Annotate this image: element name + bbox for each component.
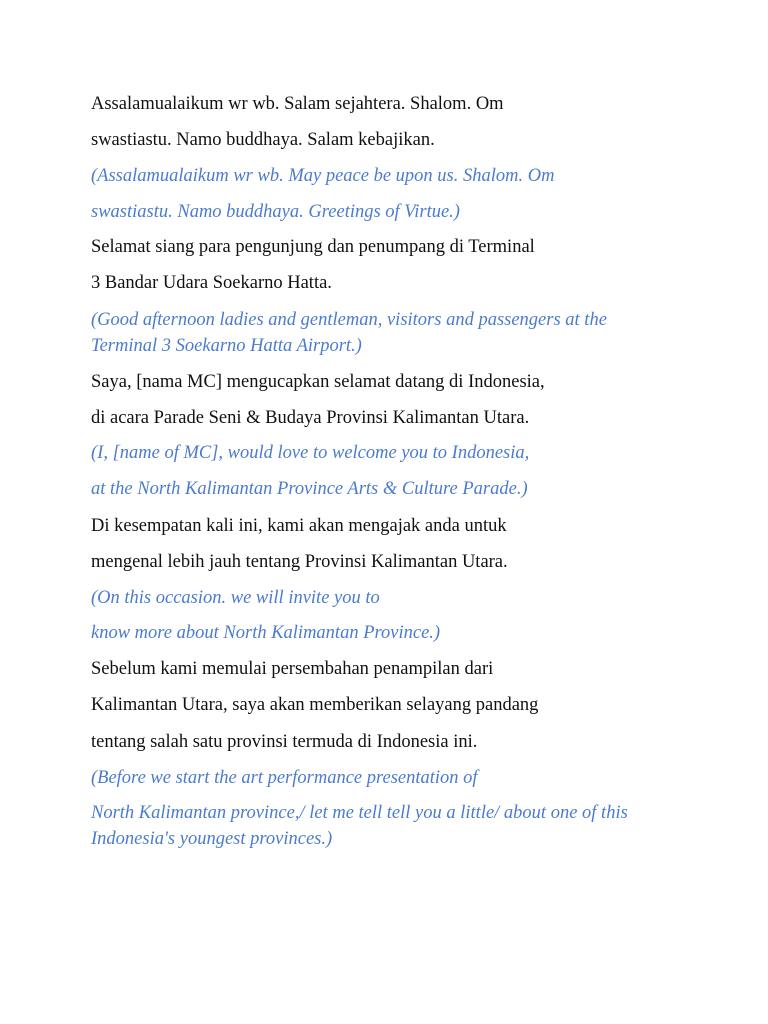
text-line-indonesian: Sebelum kami memulai persembahan penampilan dari <box>91 659 494 679</box>
text-line-english-translation: swastiastu. Namo buddhaya. Greetings of Virtue.) <box>91 202 460 222</box>
text-line-indonesian: tentang salah satu provinsi termuda di Indonesia ini. <box>91 732 478 752</box>
text-line-english-translation: (I, [name of MC], would love to welcome you to Indonesia, <box>91 443 530 463</box>
text-line-indonesian: Assalamualaikum wr wb. Salam sejahtera. Shalom. Om <box>91 94 504 114</box>
text-line-english-translation: North Kalimantan province,/ let me tell tell you a little/ about one of this <box>91 803 628 823</box>
text-line-english-translation: at the North Kalimantan Province Arts & Culture Parade.) <box>91 479 528 499</box>
text-line-indonesian: swastiastu. Namo buddhaya. Salam kebajikan. <box>91 130 435 150</box>
text-line-english-translation: (Assalamualaikum wr wb. May peace be upon us. Shalom. Om <box>91 166 555 186</box>
text-line-indonesian: di acara Parade Seni & Budaya Provinsi Kalimantan Utara. <box>91 408 530 428</box>
text-line-indonesian: Selamat siang para pengunjung dan penumpang di Terminal <box>91 237 535 257</box>
text-line-indonesian: Saya, [nama MC] mengucapkan selamat datang di Indonesia, <box>91 372 545 392</box>
text-line-indonesian: mengenal lebih jauh tentang Provinsi Kalimantan Utara. <box>91 552 508 572</box>
text-line-indonesian: Kalimantan Utara, saya akan memberikan selayang pandang <box>91 695 539 715</box>
text-line-indonesian: 3 Bandar Udara Soekarno Hatta. <box>91 273 332 293</box>
text-line-indonesian: Di kesempatan kali ini, kami akan mengajak anda untuk <box>91 516 507 536</box>
text-line-english-translation: Terminal 3 Soekarno Hatta Airport.) <box>91 336 362 356</box>
text-line-english-translation: know more about North Kalimantan Province.) <box>91 623 441 643</box>
text-line-english-translation: (Before we start the art performance presentation of <box>91 768 478 788</box>
text-line-english-translation: Indonesia's youngest provinces.) <box>91 829 333 849</box>
text-line-english-translation: (On this occasion. we will invite you to <box>91 588 380 608</box>
text-line-english-translation: (Good afternoon ladies and gentleman, visitors and passengers at the <box>91 310 607 330</box>
